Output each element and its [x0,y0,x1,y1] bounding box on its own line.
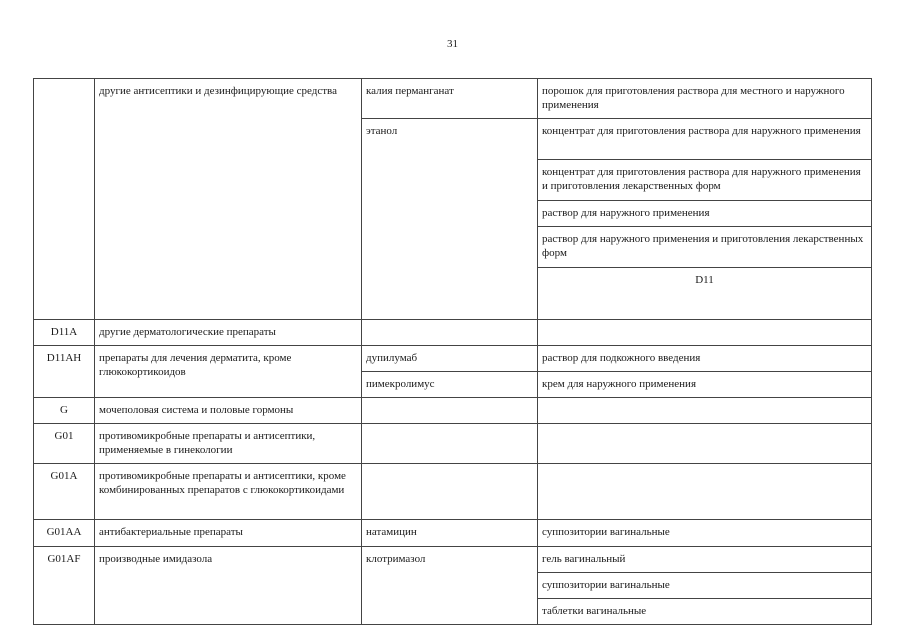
drug-name-cell: натамицин [362,520,538,547]
group-name-cell: препараты для лечения дерматита, кроме глюкокортикоидов [95,346,362,398]
group-name-cell: производные имидазола [95,547,362,625]
dosage-form-cell: суппозитории вагинальные [538,520,872,547]
drug-name-cell: клотримазол [362,547,538,625]
dosage-form-cell: крем для наружного применения [538,372,872,398]
dosage-form-cell [538,398,872,424]
group-name-cell: противомикробные препараты и антисептики, кроме комбинированных препаратов с глюкокортикоидами [95,464,362,520]
atc-code-cell: D11 [538,268,872,320]
drug-name-cell: этанол [362,119,538,320]
dosage-form-cell: концентрат для приготовления раствора для наружного применения и приготовления лекарственных форм [538,160,872,201]
drug-name-cell: дупилумаб [362,346,538,372]
atc-code-cell: G01AF [34,547,95,625]
drug-name-cell [362,424,538,464]
atc-code-cell: G [34,398,95,424]
atc-code-cell: D11A [34,320,95,346]
dosage-form-cell: порошок для приготовления раствора для местного и наружного применения [538,79,872,119]
table-row [34,464,872,520]
drug-name-cell: пимекролимус [362,372,538,398]
atc-code-cell [34,79,95,320]
dosage-form-cell: раствор для наружного применения [538,201,872,227]
dosage-form-cell: раствор для подкожного введения [538,346,872,372]
group-name-cell: другие дерматологические препараты [95,320,362,346]
drug-name-cell [362,398,538,424]
table-row [34,320,872,346]
table-row [34,346,872,372]
atc-code-cell: G01 [34,424,95,464]
dosage-form-cell: суппозитории вагинальные [538,573,872,599]
page-number: 31 [447,38,458,50]
group-name-cell: противомикробные препараты и антисептики, применяемые в гинекологии [95,424,362,464]
group-name-cell: антибактериальные препараты [95,520,362,547]
table-row [34,547,872,573]
atc-code-cell: D11AH [34,346,95,398]
dosage-form-cell [538,424,872,464]
dosage-form-cell: таблетки вагинальные [538,599,872,625]
atc-code-cell: G01AA [34,520,95,547]
drug-name-cell: калия перманганат [362,79,538,119]
table-row [34,520,872,547]
dosage-form-cell [538,320,872,346]
dosage-form-cell [538,464,872,520]
table-row [34,424,872,464]
dosage-form-cell: гель вагинальный [538,547,872,573]
drug-classification-table [33,78,872,625]
table-row [34,398,872,424]
dosage-form-cell: раствор для наружного применения и приготовления лекарственных форм [538,227,872,268]
dosage-form-cell: концентрат для приготовления раствора для наружного применения [538,119,872,160]
table-row [34,79,872,119]
atc-code-cell: G01A [34,464,95,520]
group-name-cell: мочеполовая система и половые гормоны [95,398,362,424]
drug-name-cell [362,464,538,520]
drug-name-cell [362,320,538,346]
group-name-cell: другие антисептики и дезинфицирующие средства [95,79,362,320]
